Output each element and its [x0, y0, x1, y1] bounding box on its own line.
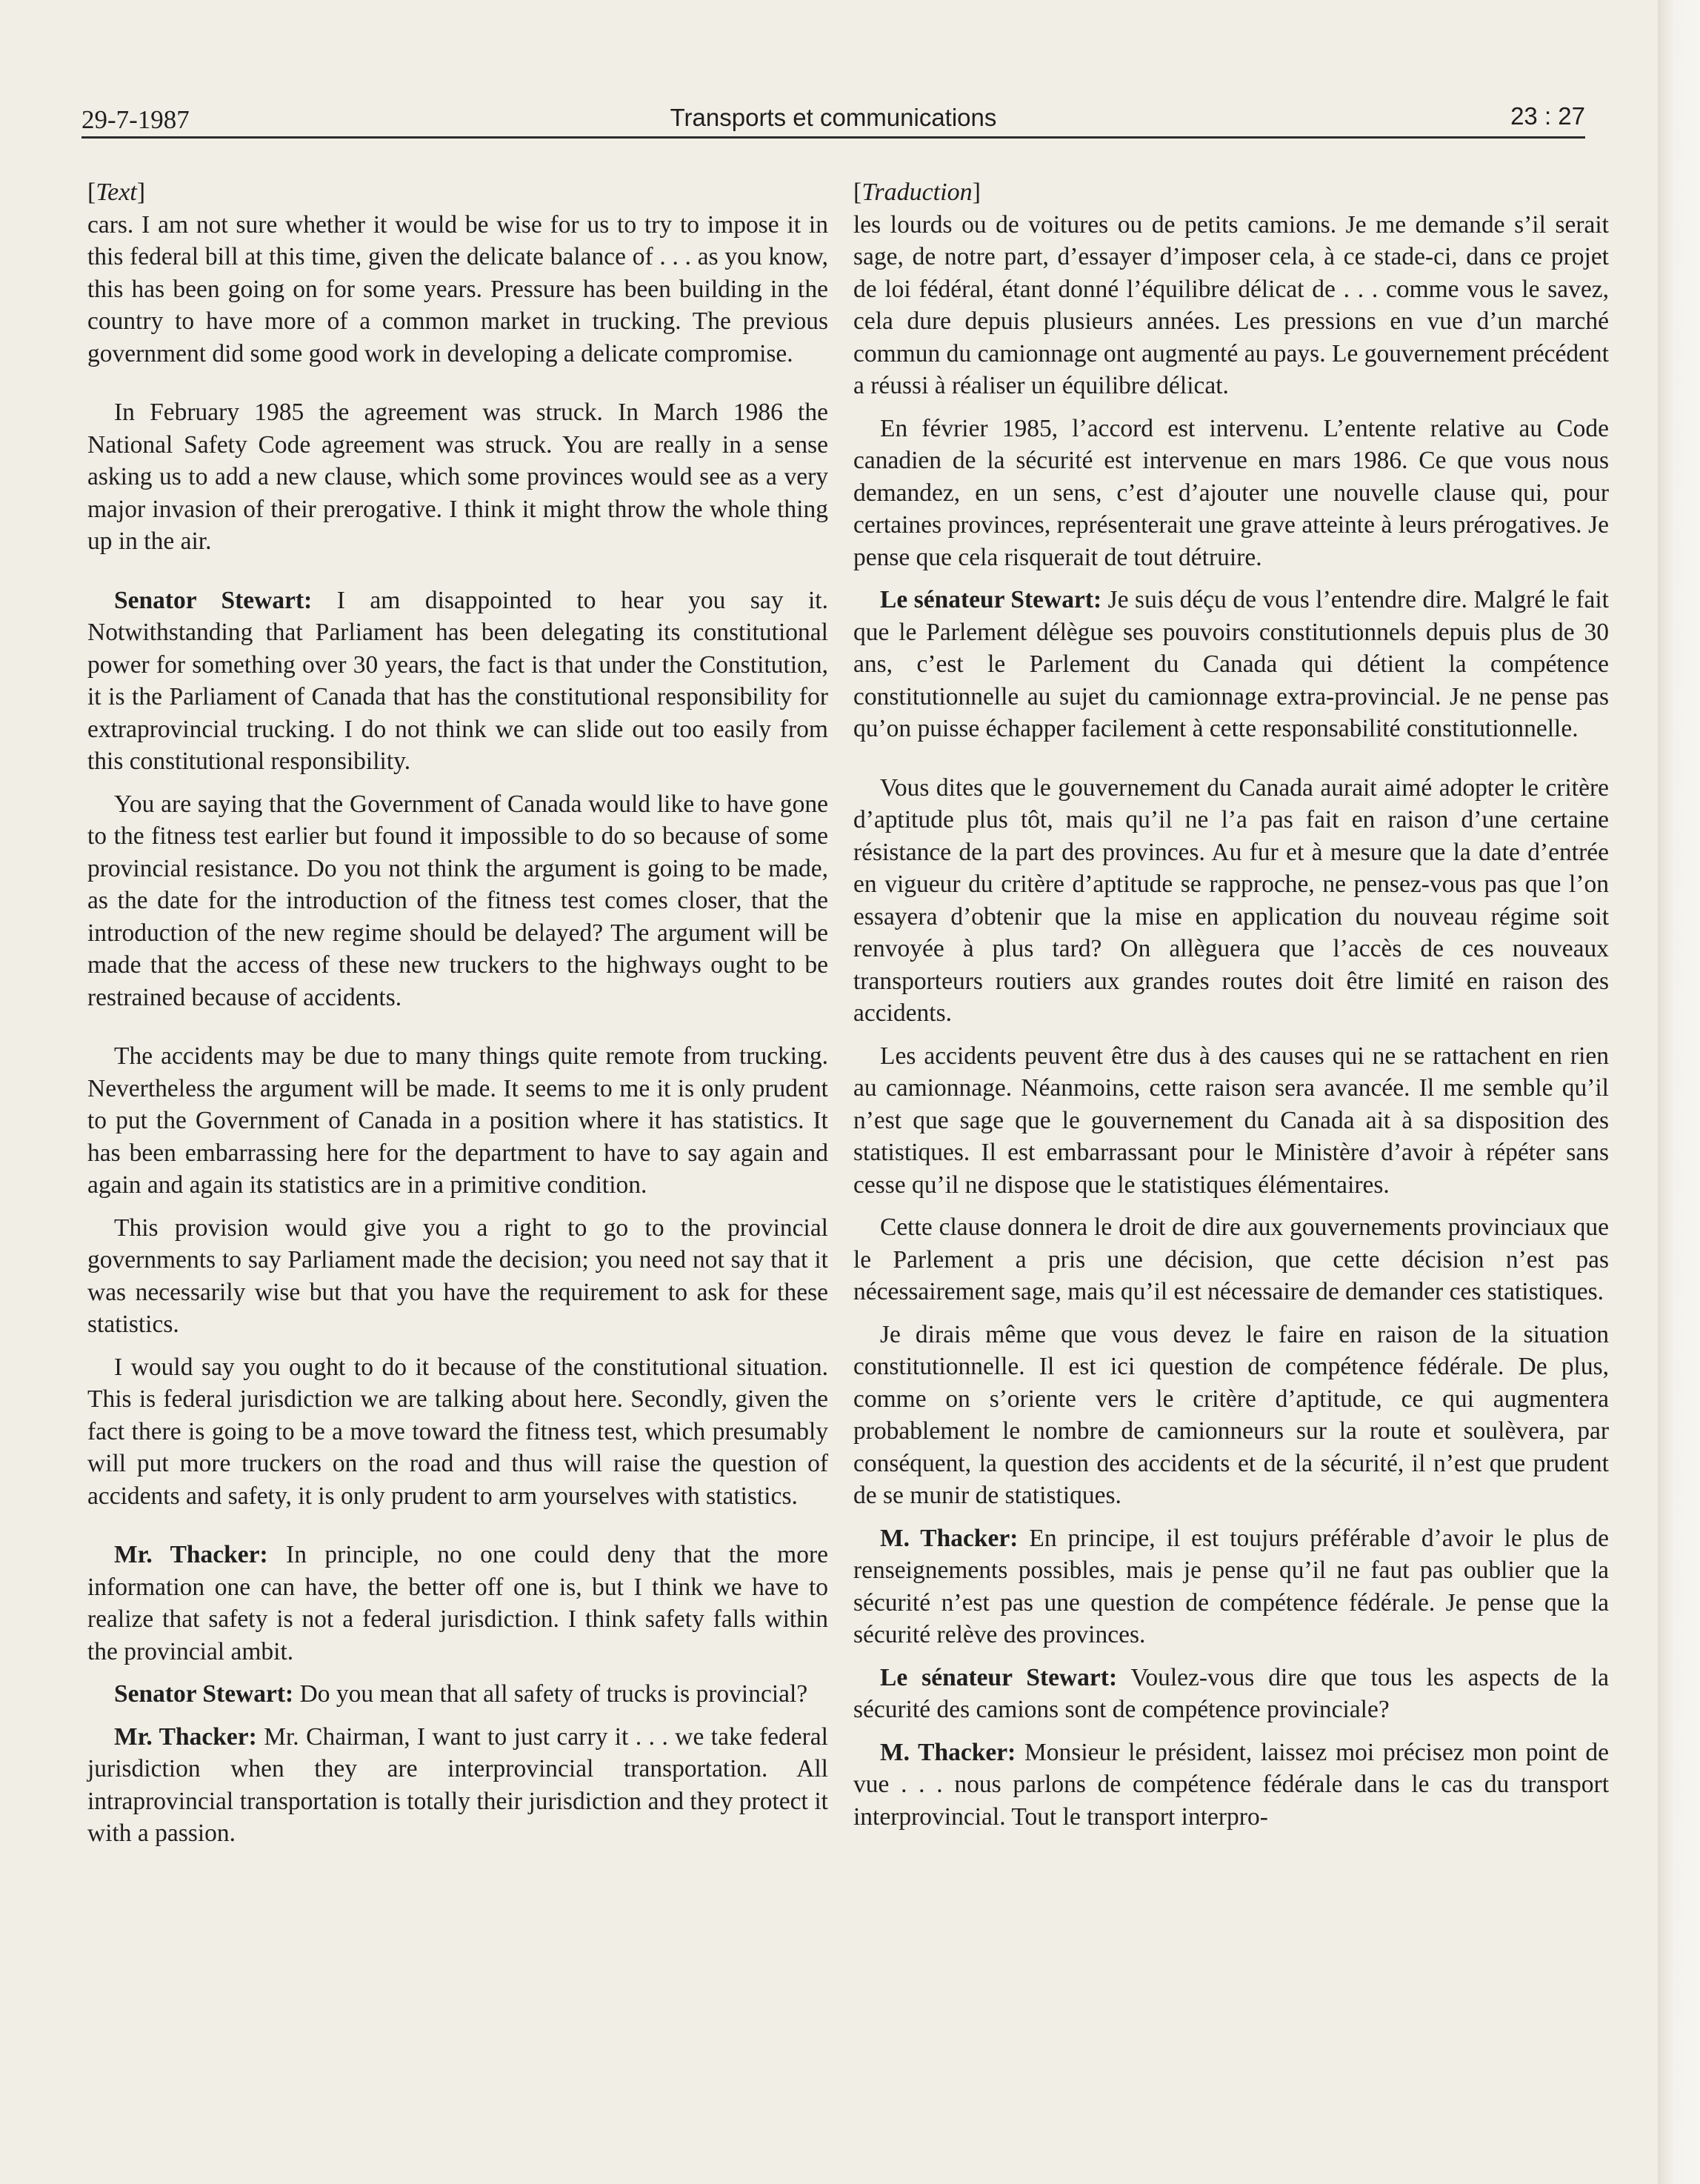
english-column [87, 176, 828, 1860]
paragraph [853, 584, 1609, 745]
column-label: [Text] [87, 179, 146, 206]
speaker-name: Le sénateur Stewart: [880, 1663, 1118, 1691]
column-label-text: Traduction [861, 179, 973, 206]
column-label-text: Text [96, 179, 137, 206]
speech-text: In principle, no one could deny that the more information one can have, the better off one is, but I think we have to realize that safety is not a federal jurisdiction. I think safety falls within the provincial ambit. [87, 1541, 828, 1665]
running-header [81, 95, 1585, 139]
paragraph: Les accidents peuvent être dus à des causes qui ne se rattachent en rien au camionnage. Néanmoins, cette raison sera avancée. Il me semble qu’il n’est que sage que le gouvernement du Canada ait à sa disposition des statistiques. Il est embarrassant pour le Ministère d’avoir à répéter sans cesse qu’il ne dispose que le statistiques élémentaires. [853, 1042, 1609, 1199]
paragraph [87, 1721, 828, 1850]
paragraph: les lourds ou de voitures ou de petits camions. Je me demande s’il serait sage, de notre part, d’essayer d’imposer cela, à ce stade-ci, dans ce projet de loi fédéral, étant donné l’équilibre délicat de . . . comme vous le savez, cela dure depuis plusieurs années. Les pressions en vue d’un marché commun du camionnage ont augmenté au pays. Le gouvernement précédent a réussi à réaliser un équilibre délicat. [853, 210, 1609, 399]
paragraph [853, 1662, 1609, 1726]
paragraph [87, 1678, 828, 1711]
speaker-name: Senator Stewart: [114, 586, 313, 614]
speech-text: En principe, il est toujurs préférable d’avoir le plus de renseignements possibles, mais je pense qu’il ne faut pas oublier que la sécurité n’est pas une question de compétence fédérale. Je pense que la sécurité relève des provinces. [853, 1524, 1610, 1648]
paragraph: Cette clause donnera le droit de dire aux gouvernements provinciaux que le Parlement a pris une décision, que cette décision n’est pas nécessairement sage, mais qu’il est nécessaire de demander ces statistiques. [853, 1213, 1609, 1305]
speech-text: Monsieur le président, laissez moi précisez mon point de vue . . . nous parlons de compétence fédérale dans le cas du transport interprovincial. Tout le transport interpro- [853, 1738, 1609, 1831]
paragraph: In February 1985 the agreement was struck. In March 1986 the National Safety Code agreement was struck. You are really in a sense asking us to add a new clause, which some provinces would see as a very major invasion of their prerogative. I think it might throw the whole thing up in the air. [87, 399, 828, 555]
paragraph: You are saying that the Government of Canada would like to have gone to the fitness test earlier but found it impossible to do so because of some provincial resistance. Do you not think the argument is going to be made, as the date for the introduction of the fitness test comes closer, that the introduction of the new regime should be delayed? The argument will be made that the access of these new truckers to the highways ought to be restrained because of accidents. [87, 790, 828, 1011]
header-page-number: 23 : 27 [1510, 102, 1585, 130]
paragraph [853, 1737, 1609, 1834]
speaker-name: Mr. Thacker: [114, 1722, 257, 1751]
paragraph: I would say you ought to do it because of the constitutional situation. This is federal jurisdiction we are talking about here. Secondly, given the fact there is going to be a move toward the fitness test, which presumably will put more truckers on the road and thus will raise the question of accidents and safety, it is only prudent to arm yourselves with statistics. [87, 1353, 828, 1510]
speech-text: Do you mean that all safety of trucks is provincial? [293, 1680, 808, 1708]
page-edge [1658, 0, 1700, 2184]
speaker-name: Mr. Thacker: [114, 1541, 268, 1568]
paragraph: Vous dites que le gouvernement du Canada aurait aimé adopter le critère d’aptitude plus tôt, mais qu’il ne l’a pas fait en raison d’une certaine résistance de la part des provinces. Au fur et à mesure que la date d’entrée en vigueur du critère d’aptitude se rapproche, ne pensez-vous pas que l’on essayera d’obtenir que la mise en application du nouveau régime soit renvoyée à plus tard? On allèguera que l’accès de ces nouveaux transporteurs routiers aux grandes routes doit être limité en raison des accidents. [853, 773, 1609, 1027]
paragraph: cars. I am not sure whether it would be wise for us to try to impose it in this federal bill at this time, given the delicate balance of . . . as you know, this has been going on for some years. Pressure has been building in the country to have more of a common market in trucking. The previous government did some good work in developing a delicate compromise. [87, 210, 828, 367]
speaker-name: M. Thacker: [880, 1738, 1016, 1766]
header-title: Transports et communications [670, 104, 997, 131]
paragraph: Je dirais même que vous devez le faire en raison de la situation constitutionnelle. Il est ici question de compétence fédérale. De plus, comme on s’oriente vers le critère d’aptitude, ce qui augmentera probablement le nombre de camionneurs sur la route et soulèvera, par conséquent, la question des accidents et de la sécurité, il n’est que prudent de se munir de statistiques. [853, 1320, 1609, 1509]
speaker-name: Le sénateur Stewart: [880, 586, 1102, 613]
paragraph: The accidents may be due to many things quite remote from trucking. Nevertheless the argument will be made. It seems to me it is only prudent to put the Government of Canada in a position where it has statistics. It has been embarrassing here for the department to have to say again and again and again its statistics are in a primitive condition. [87, 1042, 828, 1199]
column-label: [Traduction] [853, 179, 981, 206]
speech-text: Je suis déçu de vous l’entendre dire. Malgré le fait que le Parlement délègue ses pouvoirs constitutionnels depuis plus de 30 ans, c’est le Parlement du Canada qui détient la compétence constitutionnelle au sujet du camionnage extra-provincial. Je ne pense pas qu’on puisse échapper facilement à cette responsabilité constitutionnelle. [853, 586, 1609, 742]
paragraph [87, 1539, 828, 1668]
speaker-name: Senator Stewart: [114, 1680, 294, 1708]
paragraph [853, 1522, 1609, 1651]
speech-text: Mr. Chairman, I want to just carry it . . . we take federal jurisdiction when they are interprovincial transportation. All intraprovincial transportation is totally their jurisdiction and they protect it with a passion. [87, 1722, 828, 1847]
speaker-name: M. Thacker: [880, 1524, 1019, 1552]
paragraph: En février 1985, l’accord est intervenu. L’entente relative au Code canadien de la sécurité est intervenue en mars 1986. Ce que vous nous demandez, en un sens, c’est d’ajouter une nouvelle clause qui, pour certaines provinces, représenterait une grave atteinte à leurs prérogatives. Je pense que cela risquerait de tout détruire. [853, 414, 1609, 571]
french-column [853, 176, 1609, 1843]
paragraph [87, 585, 828, 778]
paragraph: This provision would give you a right to go to the provincial governments to say Parliament made the decision; you need not say that it was necessarily wise but that you have the requirement to ask for these statistics. [87, 1213, 828, 1338]
speech-text: I am disappointed to hear you say it. Notwithstanding that Parliament has been delegating its constitutional power for something over 30 years, the fact is that under the Constitution, it is the Parliament of Canada that has the constitutional responsibility for extraprovincial trucking. I do not think we can slide out too easily from this constitutional responsibility. [87, 586, 828, 775]
header-date: 29-7-1987 [81, 105, 190, 134]
speech-text: Voulez-vous dire que tous les aspects de la sécurité des camions sont de compétence provinciale? [853, 1663, 1609, 1723]
